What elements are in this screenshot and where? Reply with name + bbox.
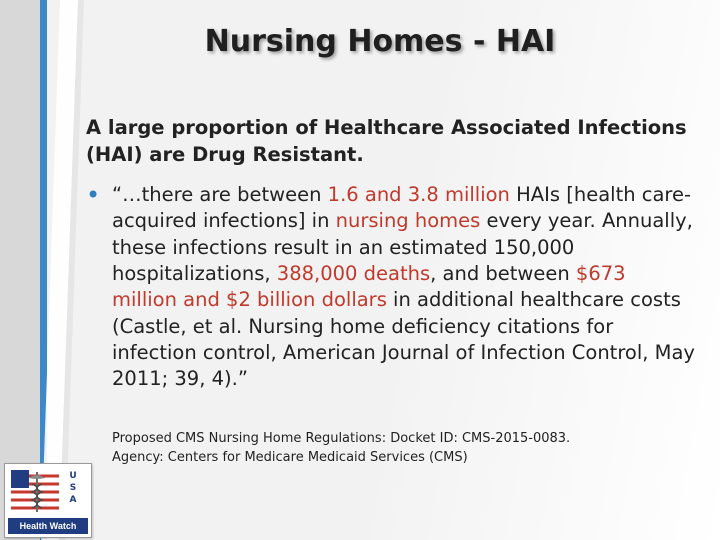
bullet-icon: • bbox=[86, 181, 101, 209]
bullet-item bbox=[86, 182, 696, 393]
highlight-deaths: 388,000 deaths bbox=[276, 261, 431, 285]
left-grey-bar bbox=[0, 0, 40, 540]
bullet-text bbox=[112, 182, 696, 393]
health-watch-logo bbox=[4, 463, 92, 538]
highlight-costs: $673 million and $2 billion dollars bbox=[112, 261, 626, 312]
citation bbox=[112, 430, 712, 468]
bullet-text-part: “…there are between bbox=[112, 183, 328, 206]
logo-letter: U bbox=[69, 471, 77, 481]
caduceus-flag-icon bbox=[11, 470, 59, 512]
citation-line-1: Proposed CMS Nursing Home Regulations: Docket ID: CMS-2015-0083. bbox=[112, 431, 571, 446]
highlight-nursing-homes: nursing homes bbox=[335, 209, 481, 233]
bullet-text-part: , and between bbox=[430, 261, 576, 285]
bullet-text-part: HAIs [health care-acquired infections] in bbox=[112, 183, 692, 233]
slide-title: Nursing Homes - HAI bbox=[204, 24, 556, 59]
bullet-text-part: every year. Annually, these infections result in an estimated 150,000 hospitalizations, bbox=[112, 209, 693, 285]
highlight-infections-count: 1.6 and 3.8 million bbox=[327, 183, 510, 206]
logo-letter: S bbox=[69, 483, 77, 493]
logo-letter: A bbox=[69, 495, 77, 505]
logo-caption: Health Watch bbox=[8, 518, 88, 534]
citation-line-2: Agency: Centers for Medicare Medicaid Services (CMS) bbox=[112, 449, 468, 465]
logo-usa-letters bbox=[63, 470, 83, 506]
bullet-text-part: in additional healthcare costs (Castle, et al. Nursing home deficiency citations for infection control, American Journal of Infection Control, May 2011; 39, 4).” bbox=[112, 288, 695, 391]
intro-text: A large proportion of Healthcare Associated Infections (HAI) are Drug Resistant. bbox=[86, 116, 687, 167]
